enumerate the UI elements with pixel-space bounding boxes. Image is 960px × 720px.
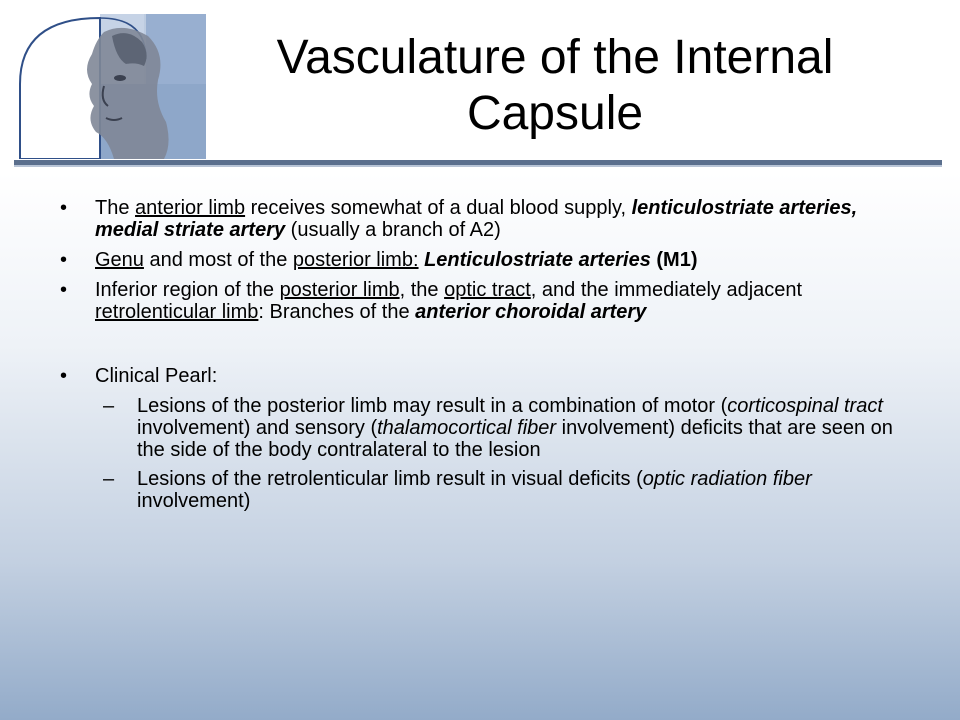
bullet-marker: •: [60, 197, 68, 219]
text: Inferior region of the: [95, 279, 280, 301]
emphasized-term: lenticulostriate arteries, medial striate artery: [95, 197, 858, 241]
underlined-term: retrolenticular limb: [95, 301, 259, 323]
slide-body: [60, 197, 920, 512]
dash-marker: –: [103, 395, 115, 417]
bullet-genu: [60, 249, 920, 271]
bullet-marker: •: [60, 249, 68, 271]
golden-ratio-head-logo: [16, 14, 206, 159]
text: (usually a branch of A2): [285, 219, 501, 241]
bullet-clinical-pearl: [60, 365, 920, 387]
bullet-marker: •: [60, 365, 68, 387]
italic-term: corticospinal tract: [727, 395, 883, 417]
text: involvement) and sensory (: [137, 417, 378, 439]
text: The: [95, 197, 136, 219]
text: receives somewhat of a dual blood supply,: [245, 197, 632, 219]
bullet-anterior-limb: [60, 197, 920, 241]
underlined-term: anterior limb: [135, 197, 246, 219]
italic-term: optic radiation fiber: [642, 468, 812, 490]
spacer: [60, 331, 920, 365]
title-divider: [14, 160, 942, 167]
underlined-term: Genu: [95, 249, 144, 271]
subbullet-retrolenticular-lesions: [60, 468, 920, 512]
bullet-marker: •: [60, 279, 68, 301]
text: : Branches of the: [258, 301, 416, 323]
italic-term: thalamocortical fiber: [377, 417, 557, 439]
bullet-inferior-region: [60, 279, 920, 323]
underlined-term: optic tract: [444, 279, 531, 301]
text: Lesions of the retrolenticular limb result in visual deficits (: [137, 468, 643, 490]
bold-text: (M1): [650, 249, 698, 271]
emphasized-term: Lenticulostriate arteries: [424, 249, 651, 271]
underlined-term: posterior limb: [279, 279, 400, 301]
text: and most of the: [143, 249, 293, 271]
text: involvement) deficits that are seen on the side of the body contralateral to the lesion: [137, 417, 893, 461]
slide-title: Vasculature of the Internal Capsule: [276, 31, 834, 140]
text: Lesions of the posterior limb may result in a combination of motor (: [137, 395, 728, 417]
dash-marker: –: [103, 468, 115, 490]
underlined-term: posterior limb:: [292, 249, 419, 271]
text: Clinical Pearl:: [95, 365, 218, 387]
emphasized-term: anterior choroidal artery: [415, 301, 647, 323]
text: , the: [399, 279, 445, 301]
subbullet-posterior-limb-lesions: [60, 395, 920, 461]
text: involvement): [137, 490, 251, 512]
text: , and the immediately adjacent: [530, 279, 803, 301]
